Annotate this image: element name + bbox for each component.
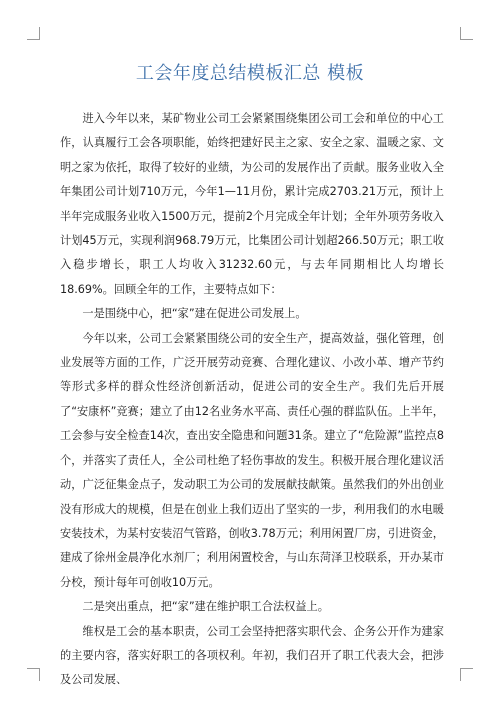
crop-mark-top-left: [27, 27, 40, 40]
document-title: 工会年度总结模板汇总 模板: [135, 63, 365, 84]
crop-mark-bottom-right: [460, 668, 473, 681]
crop-mark-bottom-left: [27, 668, 40, 681]
crop-mark-top-right: [460, 27, 473, 40]
paragraph-rights: 维权是工会的基本职责，公司工会坚持把落实职代会、企务公开作为建家的主要内容，落实好职工的各项权利。年初，我们召开了职工代表大会，把涉及公司发展、: [60, 624, 444, 687]
paragraph-heading-one: 一是围绕中心，把“家”建在促进公司发展上。: [82, 307, 307, 321]
document-body: [60, 107, 444, 693]
paragraph-safety: 今年以来，公司工会紧紧围绕公司的安全生产，提高效益，强化管理，创业发展等方面的工作，广泛开展劳动竞赛、合理化建议、小改小革、增产节约等形式多样的群众性经济创新活动，促进公司的安全生产。我们先后开展了“安康杯”竞赛；建立了由12名业务水平高、责任心强的群监队伍。上半年，工会参与安全检查14次，查出安全隐患和问题31条。建立了“危险源”监控点8个，并落实了责任人，全公司杜绝了轻伤事故的发生。积极开展合理化建议活动，广泛征集金点子，发动职工为公司的发展献技献策。虽然我们的外出创业没有形成大的规模，但是在创业上我们迈出了坚实的一步，利用我们的水电暖安装技术，为某村安装沼气管路，创收3.78万元；利用闲置厂房，引进资金，建成了徐州金晨净化水剂厂；利用闲置校舍，与山东菏泽卫校联系，开办某市分校，预计每年可创收10万元。: [60, 331, 444, 589]
paragraph-heading-two: 二是突出重点，把“家”建在维护职工合法权益上。: [82, 600, 329, 614]
paragraph-intro: 进入今年以来，某矿物业公司工会紧紧围绕集团公司工会和单位的中心工作，认真履行工会各项职能，始终把建好民主之家、安全之家、温暖之家、文明之家为依托，取得了较好的业绩，为公司的发展作出了贡献。服务业收入全年集团公司计划710万元，今年1—11月份，累计完成2703.21万元，预计上半年完成服务业收入1500万元，提前2个月完成全年计划；全年外项劳务收入计划45万元，实现利润968.79万元，比集团公司计划超266.50万元；职工收入稳步增长，职工人均收入31232.60元，与去年同期相比人均增长18.69%。回顾全年的工作，主要特点如下：: [60, 112, 444, 296]
